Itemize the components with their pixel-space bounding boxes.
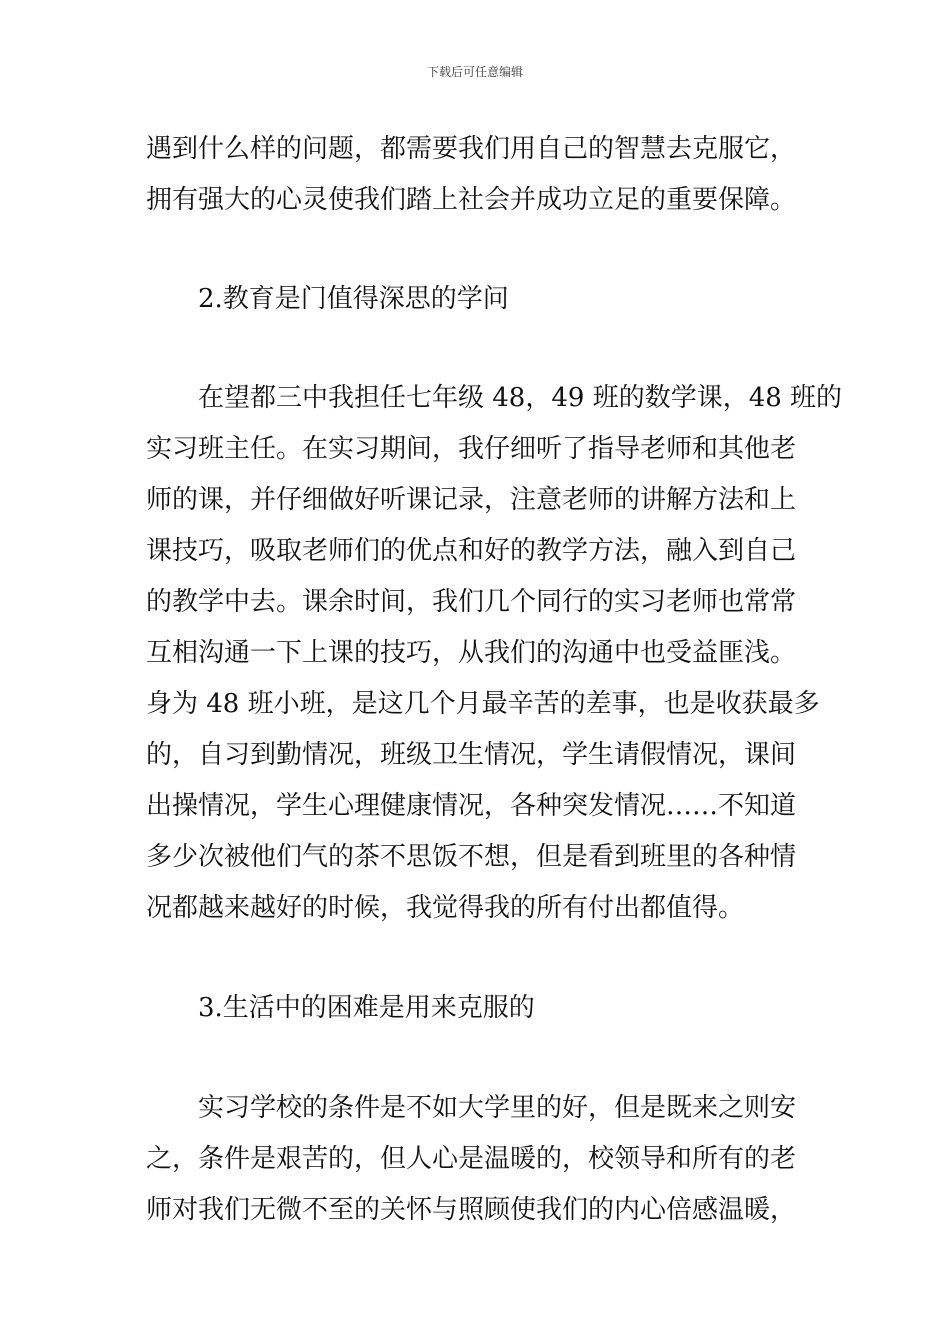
section-heading: 3.生活中的困难是用来克服的 (198, 993, 535, 1023)
text-line: 之，条件是艰苦的，但人心是温暖的，校领导和所有的老 (146, 1144, 797, 1174)
page-header: 下载后可任意编辑 (426, 65, 523, 79)
text-line: 出操情况，学生心理健康情况，各种突发情况……不知道 (146, 791, 797, 821)
text-line: 师的课，并仔细做好听课记录，注意老师的讲解方法和上 (146, 485, 797, 515)
text-line: 身为 48 班小班，是这几个月最辛苦的差事，也是收获最多 (146, 689, 820, 719)
text-line: 实习班主任。在实习期间，我仔细听了指导老师和其他老 (146, 434, 797, 464)
section-heading: 2.教育是门值得深思的学问 (198, 284, 509, 314)
text-line: 拥有强大的心灵使我们踏上社会并成功立足的重要保障。 (146, 185, 797, 215)
text-line: 实习学校的条件是不如大学里的好，但是既来之则安 (198, 1093, 797, 1123)
text-line: 在望都三中我担任七年级 48，49 班的数学课，48 班的 (198, 383, 843, 413)
text-line: 课技巧，吸取老师们的优点和好的教学方法，融入到自己 (146, 536, 797, 566)
text-line: 互相沟通一下上课的技巧，从我们的沟通中也受益匪浅。 (146, 638, 797, 668)
text-line: 遇到什么样的问题，都需要我们用自己的智慧去克服它， (146, 134, 797, 164)
text-line: 多少次被他们气的茶不思饭不想，但是看到班里的各种情 (146, 842, 797, 872)
text-line: 的教学中去。课余时间，我们几个同行的实习老师也常常 (146, 587, 797, 617)
text-line: 师对我们无微不至的关怀与照顾使我们的内心倍感温暖， (146, 1195, 797, 1225)
text-line: 的，自习到勤情况，班级卫生情况，学生请假情况，课间 (146, 740, 797, 770)
text-line: 况都越来越好的时候，我觉得我的所有付出都值得。 (146, 893, 745, 923)
